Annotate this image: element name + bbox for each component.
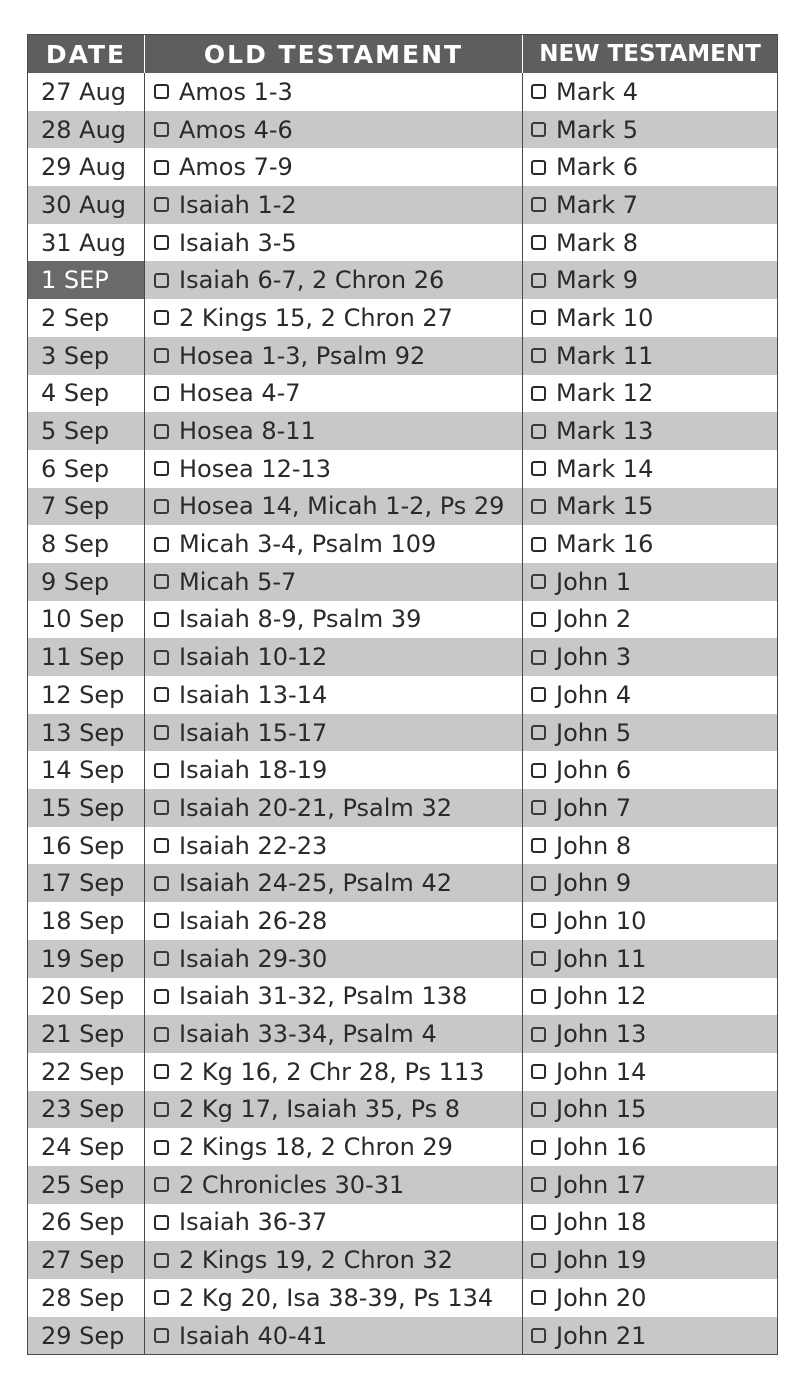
checkbox-icon[interactable] xyxy=(154,1177,169,1192)
old-testament-cell xyxy=(144,224,522,262)
old-testament-reading: Hosea 1-3, Psalm 92 xyxy=(179,341,426,370)
date-cell: 10 Sep xyxy=(41,605,125,634)
new-testament-cell xyxy=(522,1279,777,1317)
table-row xyxy=(28,978,777,1016)
old-testament-cell xyxy=(144,1241,522,1279)
table-row xyxy=(28,186,777,224)
checkbox-icon[interactable] xyxy=(531,273,546,288)
table-row xyxy=(28,789,777,827)
old-testament-reading: Isaiah 10-12 xyxy=(179,643,328,672)
table-row xyxy=(28,1091,777,1129)
new-testament-reading: Mark 4 xyxy=(556,77,639,106)
old-testament-reading: Isaiah 6-7, 2 Chron 26 xyxy=(179,266,445,295)
old-testament-reading: Isaiah 18-19 xyxy=(179,756,328,785)
checkbox-icon[interactable] xyxy=(154,913,169,928)
new-testament-cell xyxy=(522,261,777,299)
checkbox-icon[interactable] xyxy=(531,348,546,363)
new-testament-reading: John 12 xyxy=(556,982,647,1011)
old-testament-reading: Micah 5-7 xyxy=(179,567,297,596)
checkbox-icon[interactable] xyxy=(531,1215,546,1230)
checkbox-icon[interactable] xyxy=(154,650,169,665)
new-testament-cell xyxy=(522,299,777,337)
table-row xyxy=(28,1053,777,1091)
new-testament-reading: John 11 xyxy=(556,944,647,973)
checkbox-icon[interactable] xyxy=(531,122,546,137)
new-testament-cell xyxy=(522,1166,777,1204)
old-testament-reading: Isaiah 31-32, Psalm 138 xyxy=(179,982,468,1011)
date-cell: 4 Sep xyxy=(41,379,110,408)
new-testament-reading: John 17 xyxy=(556,1170,647,1199)
old-testament-reading: Isaiah 29-30 xyxy=(179,944,328,973)
new-testament-reading: Mark 13 xyxy=(556,417,654,446)
table-row xyxy=(28,73,777,111)
checkbox-icon[interactable] xyxy=(531,687,546,702)
table-row xyxy=(28,1317,777,1355)
checkbox-icon[interactable] xyxy=(154,235,169,250)
header-old-testament: OLD TESTAMENT xyxy=(144,35,522,73)
checkbox-icon[interactable] xyxy=(154,122,169,137)
table-row xyxy=(28,940,777,978)
old-testament-cell xyxy=(144,676,522,714)
new-testament-cell xyxy=(522,224,777,262)
new-testament-reading: John 5 xyxy=(556,718,632,747)
table-row xyxy=(28,299,777,337)
new-testament-reading: Mark 6 xyxy=(556,153,639,182)
new-testament-cell xyxy=(522,1015,777,1053)
old-testament-reading: 2 Kings 19, 2 Chron 32 xyxy=(179,1246,453,1275)
date-cell: 21 Sep xyxy=(41,1020,125,1049)
old-testament-cell xyxy=(144,789,522,827)
old-testament-reading: Isaiah 1-2 xyxy=(179,190,297,219)
table-row xyxy=(28,1128,777,1166)
new-testament-reading: John 7 xyxy=(556,793,632,822)
new-testament-cell xyxy=(522,525,777,563)
checkbox-icon[interactable] xyxy=(531,1253,546,1268)
checkbox-icon[interactable] xyxy=(531,612,546,627)
checkbox-icon[interactable] xyxy=(154,1102,169,1117)
checkbox-icon[interactable] xyxy=(531,838,546,853)
new-testament-cell xyxy=(522,186,777,224)
checkbox-icon[interactable] xyxy=(154,876,169,891)
old-testament-cell xyxy=(144,1317,522,1355)
new-testament-cell xyxy=(522,940,777,978)
new-testament-cell xyxy=(522,148,777,186)
checkbox-icon[interactable] xyxy=(154,1253,169,1268)
new-testament-reading: Mark 8 xyxy=(556,228,639,257)
old-testament-reading: Isaiah 3-5 xyxy=(179,228,297,257)
date-cell: 15 Sep xyxy=(41,793,125,822)
date-cell: 29 Aug xyxy=(41,153,127,182)
checkbox-icon[interactable] xyxy=(531,424,546,439)
date-cell: 26 Sep xyxy=(41,1208,125,1237)
table-body xyxy=(28,73,777,1354)
checkbox-icon[interactable] xyxy=(154,1290,169,1305)
date-cell: 2 Sep xyxy=(41,303,110,332)
date-cell: 3 Sep xyxy=(41,341,110,370)
checkbox-icon[interactable] xyxy=(531,197,546,212)
checkbox-icon[interactable] xyxy=(531,1290,546,1305)
table-row xyxy=(28,488,777,526)
new-testament-cell xyxy=(522,73,777,111)
old-testament-cell xyxy=(144,1204,522,1242)
checkbox-icon[interactable] xyxy=(531,650,546,665)
date-cell: 11 Sep xyxy=(41,643,125,672)
checkbox-icon[interactable] xyxy=(154,574,169,589)
new-testament-reading: John 13 xyxy=(556,1020,647,1049)
old-testament-cell xyxy=(144,714,522,752)
new-testament-reading: Mark 16 xyxy=(556,530,654,559)
new-testament-cell xyxy=(522,714,777,752)
checkbox-icon[interactable] xyxy=(154,725,169,740)
old-testament-reading: Isaiah 33-34, Psalm 4 xyxy=(179,1020,437,1049)
old-testament-cell xyxy=(144,375,522,413)
old-testament-reading: Isaiah 8-9, Psalm 39 xyxy=(179,605,422,634)
table-row xyxy=(28,337,777,375)
new-testament-reading: Mark 5 xyxy=(556,115,639,144)
new-testament-cell xyxy=(522,412,777,450)
date-cell: 24 Sep xyxy=(41,1133,125,1162)
checkbox-icon[interactable] xyxy=(154,386,169,401)
new-testament-reading: Mark 15 xyxy=(556,492,654,521)
date-cell: 30 Aug xyxy=(41,190,127,219)
table-row xyxy=(28,864,777,902)
checkbox-icon[interactable] xyxy=(154,310,169,325)
new-testament-reading: John 10 xyxy=(556,906,647,935)
date-cell: 8 Sep xyxy=(41,530,110,559)
old-testament-cell xyxy=(144,148,522,186)
new-testament-cell xyxy=(522,676,777,714)
checkbox-icon[interactable] xyxy=(531,386,546,401)
checkbox-icon[interactable] xyxy=(154,763,169,778)
date-cell: 9 Sep xyxy=(41,567,110,596)
date-cell: 14 Sep xyxy=(41,756,125,785)
date-cell: 13 Sep xyxy=(41,718,125,747)
table-row xyxy=(28,525,777,563)
table-row xyxy=(28,1166,777,1204)
table-row xyxy=(28,224,777,262)
table-row xyxy=(28,111,777,149)
old-testament-reading: 2 Kg 17, Isaiah 35, Ps 8 xyxy=(179,1095,461,1124)
table-row xyxy=(28,1241,777,1279)
old-testament-cell xyxy=(144,1091,522,1129)
table-row xyxy=(28,375,777,413)
old-testament-cell xyxy=(144,73,522,111)
old-testament-cell xyxy=(144,337,522,375)
date-cell: 1 SEP xyxy=(28,261,144,299)
new-testament-reading: John 20 xyxy=(556,1283,647,1312)
date-cell: 17 Sep xyxy=(41,869,125,898)
new-testament-reading: John 6 xyxy=(556,756,632,785)
checkbox-icon[interactable] xyxy=(531,800,546,815)
checkbox-icon[interactable] xyxy=(154,1140,169,1155)
old-testament-reading: Amos 1-3 xyxy=(179,77,293,106)
new-testament-reading: John 19 xyxy=(556,1246,647,1275)
old-testament-reading: 2 Kg 16, 2 Chr 28, Ps 113 xyxy=(179,1057,485,1086)
new-testament-cell xyxy=(522,563,777,601)
checkbox-icon[interactable] xyxy=(154,612,169,627)
date-cell: 12 Sep xyxy=(41,680,125,709)
table-row xyxy=(28,412,777,450)
old-testament-reading: Isaiah 40-41 xyxy=(179,1321,328,1350)
table-row xyxy=(28,450,777,488)
checkbox-icon[interactable] xyxy=(531,1140,546,1155)
old-testament-reading: 2 Kings 15, 2 Chron 27 xyxy=(179,303,453,332)
table-row xyxy=(28,827,777,865)
old-testament-cell xyxy=(144,488,522,526)
date-cell: 20 Sep xyxy=(41,982,125,1011)
old-testament-cell xyxy=(144,1015,522,1053)
new-testament-reading: John 16 xyxy=(556,1133,647,1162)
table-row xyxy=(28,676,777,714)
old-testament-reading: 2 Kg 20, Isa 38-39, Ps 134 xyxy=(179,1283,494,1312)
table-row xyxy=(28,601,777,639)
new-testament-reading: Mark 11 xyxy=(556,341,654,370)
checkbox-icon[interactable] xyxy=(531,1177,546,1192)
checkbox-icon[interactable] xyxy=(154,989,169,1004)
new-testament-cell xyxy=(522,1241,777,1279)
old-testament-cell xyxy=(144,525,522,563)
new-testament-reading: Mark 14 xyxy=(556,454,654,483)
old-testament-cell xyxy=(144,1128,522,1166)
old-testament-cell xyxy=(144,864,522,902)
old-testament-cell xyxy=(144,751,522,789)
table-row xyxy=(28,563,777,601)
old-testament-reading: Isaiah 36-37 xyxy=(179,1208,328,1237)
table-row xyxy=(28,261,777,299)
checkbox-icon[interactable] xyxy=(531,310,546,325)
checkbox-icon[interactable] xyxy=(154,461,169,476)
checkbox-icon[interactable] xyxy=(154,1215,169,1230)
old-testament-cell xyxy=(144,299,522,337)
date-cell: 19 Sep xyxy=(41,944,125,973)
table-header xyxy=(28,35,777,73)
checkbox-icon[interactable] xyxy=(531,235,546,250)
checkbox-icon[interactable] xyxy=(154,951,169,966)
new-testament-reading: John 8 xyxy=(556,831,632,860)
date-cell: 27 Aug xyxy=(41,77,127,106)
new-testament-cell xyxy=(522,1128,777,1166)
old-testament-reading: Isaiah 15-17 xyxy=(179,718,328,747)
checkbox-icon[interactable] xyxy=(154,273,169,288)
date-cell: 22 Sep xyxy=(41,1057,125,1086)
checkbox-icon[interactable] xyxy=(531,537,546,552)
new-testament-cell xyxy=(522,638,777,676)
new-testament-cell xyxy=(522,337,777,375)
new-testament-reading: Mark 10 xyxy=(556,303,654,332)
header-date: DATE xyxy=(45,39,127,69)
checkbox-icon[interactable] xyxy=(154,499,169,514)
new-testament-cell xyxy=(522,375,777,413)
table-row xyxy=(28,751,777,789)
checkbox-icon[interactable] xyxy=(531,160,546,175)
old-testament-reading: 2 Chronicles 30-31 xyxy=(179,1170,405,1199)
table-row xyxy=(28,714,777,752)
date-cell: 16 Sep xyxy=(41,831,125,860)
old-testament-reading: Isaiah 22-23 xyxy=(179,831,328,860)
new-testament-reading: John 14 xyxy=(556,1057,647,1086)
date-cell: 28 Aug xyxy=(41,115,127,144)
new-testament-reading: Mark 7 xyxy=(556,190,639,219)
table-row xyxy=(28,1204,777,1242)
new-testament-cell xyxy=(522,902,777,940)
table-row xyxy=(28,1279,777,1317)
old-testament-reading: Hosea 14, Micah 1-2, Ps 29 xyxy=(179,492,505,521)
old-testament-cell xyxy=(144,111,522,149)
date-cell: 7 Sep xyxy=(41,492,110,521)
checkbox-icon[interactable] xyxy=(154,197,169,212)
checkbox-icon[interactable] xyxy=(531,951,546,966)
new-testament-reading: John 4 xyxy=(556,680,632,709)
old-testament-cell xyxy=(144,940,522,978)
old-testament-reading: Isaiah 24-25, Psalm 42 xyxy=(179,869,452,898)
checkbox-icon[interactable] xyxy=(154,1027,169,1042)
old-testament-reading: Amos 7-9 xyxy=(179,153,293,182)
date-cell: 27 Sep xyxy=(41,1246,125,1275)
old-testament-reading: Hosea 8-11 xyxy=(179,417,316,446)
new-testament-cell xyxy=(522,827,777,865)
date-cell: 29 Sep xyxy=(41,1321,125,1350)
date-cell: 25 Sep xyxy=(41,1170,125,1199)
old-testament-cell xyxy=(144,1279,522,1317)
date-cell: 23 Sep xyxy=(41,1095,125,1124)
old-testament-cell xyxy=(144,978,522,1016)
old-testament-cell xyxy=(144,1053,522,1091)
old-testament-cell xyxy=(144,827,522,865)
checkbox-icon[interactable] xyxy=(531,1102,546,1117)
new-testament-cell xyxy=(522,751,777,789)
new-testament-reading: John 9 xyxy=(556,869,632,898)
old-testament-cell xyxy=(144,412,522,450)
old-testament-cell xyxy=(144,450,522,488)
date-cell: 31 Aug xyxy=(41,228,127,257)
checkbox-icon[interactable] xyxy=(154,348,169,363)
old-testament-cell xyxy=(144,1166,522,1204)
checkbox-icon[interactable] xyxy=(531,725,546,740)
old-testament-reading: 2 Kings 18, 2 Chron 29 xyxy=(179,1133,453,1162)
checkbox-icon[interactable] xyxy=(154,160,169,175)
checkbox-icon[interactable] xyxy=(531,989,546,1004)
new-testament-reading: John 2 xyxy=(556,605,632,634)
new-testament-cell xyxy=(522,488,777,526)
table-row xyxy=(28,638,777,676)
new-testament-reading: John 15 xyxy=(556,1095,647,1124)
checkbox-icon[interactable] xyxy=(154,1064,169,1079)
new-testament-reading: John 1 xyxy=(556,567,632,596)
old-testament-cell xyxy=(144,601,522,639)
new-testament-cell xyxy=(522,864,777,902)
table-row xyxy=(28,1015,777,1053)
new-testament-cell xyxy=(522,111,777,149)
new-testament-reading: Mark 12 xyxy=(556,379,654,408)
table-row xyxy=(28,148,777,186)
checkbox-icon[interactable] xyxy=(154,537,169,552)
checkbox-icon[interactable] xyxy=(154,687,169,702)
checkbox-icon[interactable] xyxy=(531,913,546,928)
old-testament-cell xyxy=(144,902,522,940)
new-testament-reading: John 18 xyxy=(556,1208,647,1237)
checkbox-icon[interactable] xyxy=(154,84,169,99)
old-testament-reading: Hosea 12-13 xyxy=(179,454,332,483)
old-testament-reading: Micah 3-4, Psalm 109 xyxy=(179,530,437,559)
new-testament-cell xyxy=(522,978,777,1016)
date-cell: 18 Sep xyxy=(41,906,125,935)
date-cell: 6 Sep xyxy=(41,454,110,483)
old-testament-reading: Amos 4-6 xyxy=(179,115,293,144)
new-testament-reading: John 21 xyxy=(556,1321,647,1350)
checkbox-icon[interactable] xyxy=(531,499,546,514)
checkbox-icon[interactable] xyxy=(531,1064,546,1079)
checkbox-icon[interactable] xyxy=(531,763,546,778)
checkbox-icon[interactable] xyxy=(154,800,169,815)
new-testament-cell xyxy=(522,601,777,639)
new-testament-reading: John 3 xyxy=(556,643,632,672)
new-testament-cell xyxy=(522,1053,777,1091)
checkbox-icon[interactable] xyxy=(531,84,546,99)
new-testament-cell xyxy=(522,450,777,488)
reading-plan-table xyxy=(27,34,778,1355)
new-testament-cell xyxy=(522,789,777,827)
old-testament-cell xyxy=(144,638,522,676)
old-testament-cell xyxy=(144,563,522,601)
checkbox-icon[interactable] xyxy=(531,1027,546,1042)
checkbox-icon[interactable] xyxy=(531,876,546,891)
old-testament-reading: Isaiah 20-21, Psalm 32 xyxy=(179,793,452,822)
checkbox-icon[interactable] xyxy=(531,461,546,476)
new-testament-cell xyxy=(522,1317,777,1355)
table-row xyxy=(28,902,777,940)
checkbox-icon[interactable] xyxy=(531,574,546,589)
new-testament-reading: Mark 9 xyxy=(556,266,639,295)
new-testament-cell xyxy=(522,1091,777,1129)
new-testament-cell xyxy=(522,1204,777,1242)
date-cell: 28 Sep xyxy=(41,1283,125,1312)
checkbox-icon[interactable] xyxy=(531,1328,546,1343)
old-testament-reading: Isaiah 13-14 xyxy=(179,680,328,709)
old-testament-cell xyxy=(144,261,522,299)
old-testament-reading: Isaiah 26-28 xyxy=(179,906,328,935)
checkbox-icon[interactable] xyxy=(154,1328,169,1343)
old-testament-cell xyxy=(144,186,522,224)
date-cell: 5 Sep xyxy=(41,417,110,446)
checkbox-icon[interactable] xyxy=(154,424,169,439)
old-testament-reading: Hosea 4-7 xyxy=(179,379,301,408)
checkbox-icon[interactable] xyxy=(154,838,169,853)
header-new-testament: NEW TESTAMENT xyxy=(522,35,777,73)
